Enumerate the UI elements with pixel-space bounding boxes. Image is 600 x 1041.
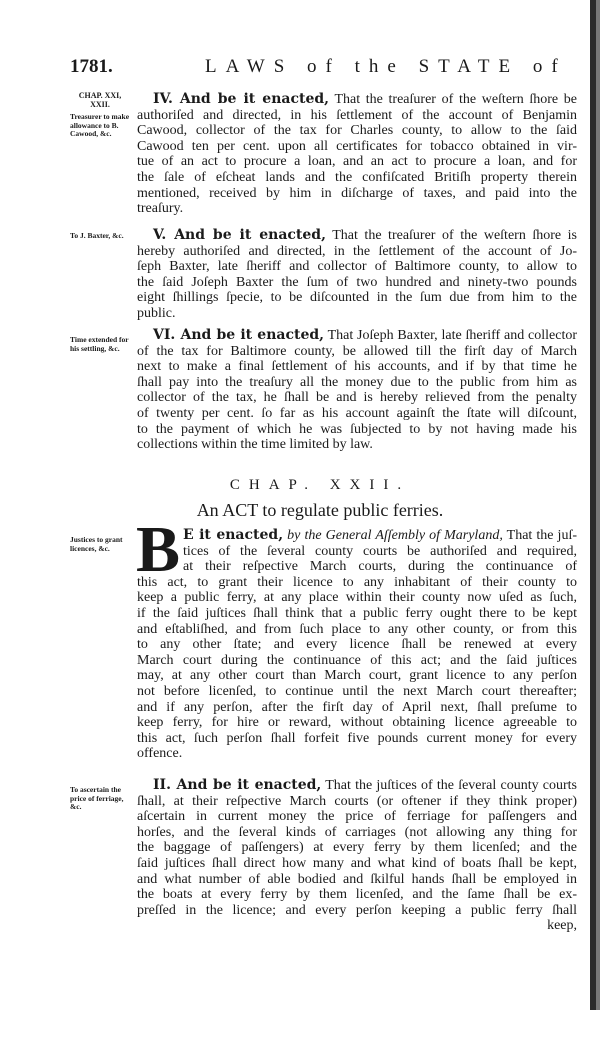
line-text: public.: [137, 305, 176, 321]
text-line: [137, 715, 577, 731]
line-text: hereby authoriſed and directed, in the ſettlement of the account of Jo-: [137, 243, 577, 259]
text-line: [137, 186, 577, 202]
line-text: collector of the tax, he ſhall be and is hereby relieved from the penalty: [137, 390, 577, 406]
running-title: LAWS of the STATE of: [205, 56, 567, 77]
line-text: offence.: [137, 746, 183, 762]
line-text: collections within the time limited by law.: [137, 437, 373, 453]
line-text: preſſed in the licence; and every perſon keeping a public ferry ſhall: [137, 902, 577, 918]
line-text: That the juſ-: [506, 528, 578, 543]
line-text: at their reſpective March courts, during the continuance of: [183, 559, 577, 575]
text-line: [137, 606, 577, 622]
line-text: keep a public ferry, at any place within their county now uſed as ſuch,: [137, 590, 577, 606]
line-text: That Joſeph Baxter, late ſheriff and collector: [327, 328, 578, 343]
line-text: may, at any other court than March court, grant licence to any perſon: [137, 668, 577, 684]
line-text: keep,: [547, 918, 577, 934]
text-line: [137, 856, 577, 872]
text-line: [137, 422, 577, 438]
text-line: [137, 840, 577, 856]
text-line: [137, 328, 577, 344]
line-text: the baggage of paſſengers) at every ferry by them licenſed; and the: [137, 840, 577, 856]
line-text: of twenty per cent. ſo far as his account againſt the ſtate will diſcount,: [137, 405, 577, 421]
chapter-heading: CHAP. XXII.: [229, 477, 411, 493]
line-text: this act, ſuch perſon ſhall forfeit five pounds current money for every: [137, 730, 577, 746]
text-line: [137, 406, 577, 422]
text-line: [137, 903, 577, 919]
line-text: and if any perſon, after the firſt day of April next, ſhall preſume to: [137, 699, 577, 715]
text-line: [137, 344, 577, 360]
line-text: treaſury.: [137, 201, 184, 217]
line-text: Cawood ten per cent. upon all certificates for tobacco obtained in vir-: [137, 138, 577, 154]
text-line: [137, 590, 577, 606]
text-line: [137, 306, 577, 322]
line-text: That the treaſurer of the weſtern ſhore be: [334, 92, 578, 107]
text-line: [137, 528, 577, 544]
line-text: March court during the continuance of this act; and the ſaid juſtices: [137, 652, 577, 668]
line-text: aſcertain in current money the price of ferriage for paſſengers and: [137, 809, 577, 825]
line-text: and what number of able bodied and ſkilful hands ſhall be employed in: [137, 871, 577, 887]
line-text: not before licenſed, to continue until the next March court thereafter;: [137, 683, 577, 699]
margin-note-chapter: CHAP. XXI, XXII.: [78, 91, 122, 109]
text-line: [137, 123, 577, 139]
line-text: tue of an act to procure a loan, and an act to procure a loan, and for: [137, 154, 577, 170]
section-v: [137, 228, 577, 322]
text-line: [137, 544, 577, 560]
text-line: [137, 154, 577, 170]
line-text: Cawood, collector of the tax for Charles county, to allow to the ſaid: [137, 123, 577, 139]
enacting-clause: IV. And be it enacted,: [153, 91, 330, 107]
text-line: [137, 201, 577, 217]
text-line: [137, 622, 577, 638]
text-line: [137, 637, 577, 653]
text-line: [137, 778, 577, 794]
line-text: ſhall, at their reſpective March courts (or oftener if they think proper): [137, 793, 577, 809]
enacting-clause: VI. And be it enacted,: [153, 327, 325, 343]
line-text: tices of the ſeveral county courts be authoriſed and required,: [183, 543, 577, 559]
text-line: [137, 139, 577, 155]
line-text: of the tax for Baltimore county, be allowed till the firſt day of March: [137, 343, 577, 359]
line-text: the boats at every ferry by them licenſed, and the ſame ſhall be ex-: [137, 887, 577, 903]
text-line: [137, 559, 577, 575]
margin-note-ferriage: To ascertain the price of ferriage, &c.: [70, 785, 124, 811]
text-line: [137, 918, 577, 934]
margin-note-iv: Treasurer to make allowance to B. Cawood, &c.: [70, 112, 130, 138]
margin-note-v: To J. Baxter, &c.: [70, 231, 124, 240]
line-text: to any other ſtate; and every licence ſhall be renewed at every: [137, 637, 577, 653]
line-text: horſes, and the ſeveral kinds of carriages (not allowing any thing for: [137, 824, 577, 840]
line-text: this act, to grant their licence to any inhabitant of their county to: [137, 574, 577, 590]
margin-note-vi: Time extended for his settling, &c.: [70, 335, 129, 353]
text-line: [137, 92, 577, 108]
text-line: [137, 731, 577, 747]
text-line: [137, 244, 577, 260]
text-line: [137, 390, 577, 406]
line-text: mentioned, received by him in diſcharge of taxes, and paid into the: [137, 185, 577, 201]
line-text: next to make a final ſettlement of his accounts, and if by that time he: [137, 359, 577, 375]
text-line: [137, 375, 577, 391]
text-line: [137, 259, 577, 275]
text-line: [137, 575, 577, 591]
line-text: That the treaſurer of the weſtern ſhore is: [332, 228, 577, 243]
line-text: ſeph Baxter, late ſheriff and collector of Baltimore county, to allow to: [137, 259, 577, 275]
line-text: authoriſed and directed, in his ſettlement of the account of Benjamin: [137, 107, 577, 123]
line-text: ſhall pay into the treaſury all the money due to the public from him as: [137, 374, 577, 390]
text-line: [137, 872, 577, 888]
line-text: the ſaid Joſeph Baxter the ſum of two hundred and ninety-two pounds: [137, 274, 577, 290]
text-line: [137, 809, 577, 825]
line-text: to the payment of which he was ſubjected to by not having made his: [137, 421, 577, 437]
section-iv: [137, 92, 577, 217]
text-line: [137, 359, 577, 375]
margin-note-justices: Justices to grant licences, &c.: [70, 535, 123, 553]
text-line: [137, 794, 577, 810]
text-line: [137, 700, 577, 716]
text-line: [137, 275, 577, 291]
line-text: if the ſaid juſtices ſhall think that a public ferry ought there to be kept: [137, 605, 577, 621]
section-vi: [137, 328, 577, 453]
enacting-clause: II. And be it enacted,: [153, 777, 322, 793]
line-text: That the juſtices of the ſeveral county courts: [325, 778, 578, 793]
line-text: ſaid juſtices ſhall direct how many and what kind of boats ſhall be kept,: [137, 855, 577, 871]
text-line: [137, 668, 577, 684]
text-line: [137, 825, 577, 841]
act-title: An ACT to regulate public ferries.: [196, 500, 444, 520]
text-line: [137, 746, 577, 762]
line-text: eight ſhillings ſpecie, to be diſcounted in the ſum due from him to the: [137, 290, 577, 306]
line-text: keep ferry, for hire or reward, without obtaining licence agreeable to: [137, 715, 577, 731]
section-i: [137, 528, 577, 762]
section-ii: [137, 778, 577, 934]
text-line: [137, 228, 577, 244]
enacting-authority: by the General Aſſembly of Maryland,: [287, 528, 503, 543]
text-line: [137, 108, 577, 124]
text-line: [137, 653, 577, 669]
drop-cap: B: [136, 513, 181, 586]
text-line: [137, 684, 577, 700]
enacting-clause: E it enacted,: [183, 527, 284, 543]
enacting-clause: V. And be it enacted,: [153, 227, 326, 243]
text-line: [137, 437, 577, 453]
line-text: the ſale of eſcheat lands and the confiſcated Britiſh property therein: [137, 169, 577, 185]
page-year: 1781.: [70, 56, 113, 77]
text-line: [137, 290, 577, 306]
text-line: [137, 170, 577, 186]
line-text: and eſtabliſhed, and from ſuch place to any other county, or from this: [137, 621, 577, 637]
text-line: [137, 887, 577, 903]
